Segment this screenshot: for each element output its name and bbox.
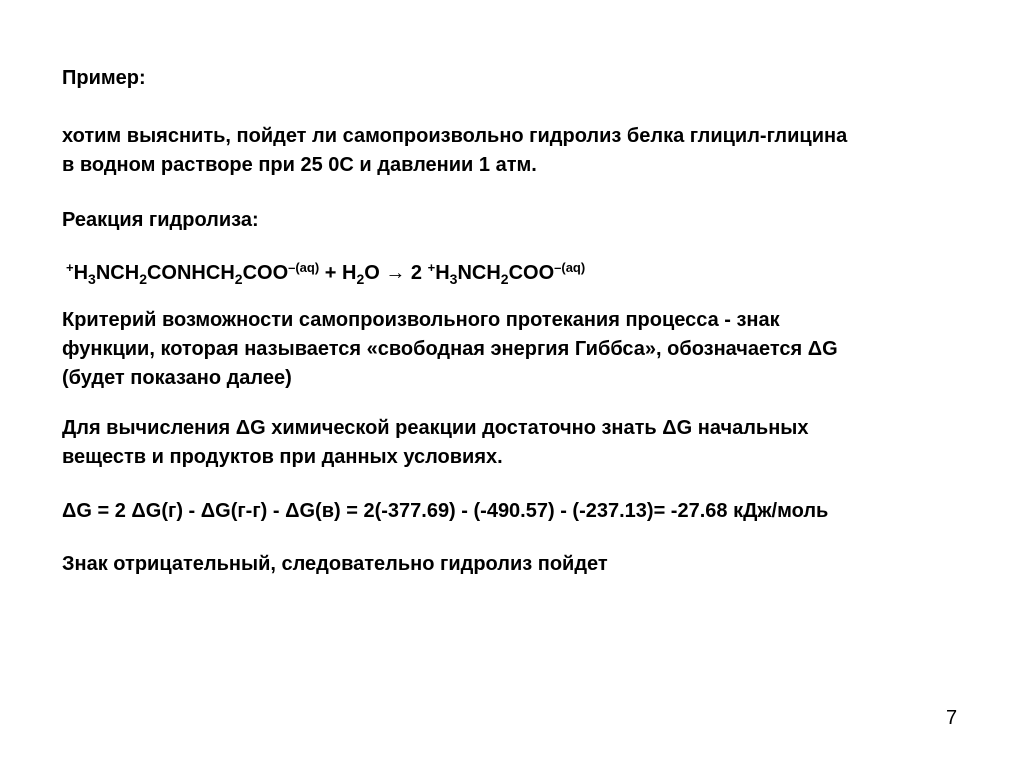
rhs-sub-b: 2 — [500, 271, 509, 287]
criterion-line-3: (будет показано далее) — [62, 367, 292, 389]
water-o: O — [364, 262, 380, 284]
reaction-arrow: → 2 — [379, 262, 428, 284]
lhs-part-c: CONHCH — [146, 262, 235, 284]
rhs-part-a: H — [435, 262, 450, 284]
intro-line-1: хотим выяснить, пойдет ли самопроизвольно гидролиз белка глицил-глицина — [62, 125, 848, 147]
reaction-label-text: Реакция гидролиза: — [62, 209, 259, 231]
rhs-part-b: NCH — [457, 262, 501, 284]
calc-note-line-2: веществ и продуктов при данных условиях. — [62, 446, 503, 468]
lhs-charge: + — [66, 260, 74, 275]
intro-line-2: в водном растворе при 25 0С и давлении 1 атм. — [62, 154, 537, 176]
formula-text: ΔG = 2 ΔG(г) - ΔG(г-г) - ΔG(в) = 2(-377.69) - (-490.57) - (-237.13)= -27.68 кДж/моль — [62, 500, 829, 522]
rhs-charge: + — [427, 260, 436, 275]
conclusion — [62, 550, 962, 579]
slide-title — [62, 64, 962, 93]
criterion-line-1: Критерий возможности самопроизвольного протекания процесса - знак — [62, 309, 780, 331]
lhs-sub-a: 3 — [88, 271, 96, 287]
title-text: Пример: — [62, 67, 146, 89]
reaction-label — [62, 206, 962, 235]
lhs-part-d: COO — [242, 262, 289, 284]
calc-note-line-1: Для вычисления ΔG химической реакции достаточно знать ΔG начальных — [62, 417, 809, 439]
conclusion-text: Знак отрицательный, следовательно гидролиз пойдет — [62, 553, 608, 575]
lhs-part-b: NCH — [95, 262, 140, 284]
criterion-paragraph — [62, 306, 962, 393]
rhs-state: –(aq) — [554, 260, 586, 275]
lhs-part-a: H — [73, 262, 89, 284]
rhs-sub-a: 3 — [449, 271, 458, 287]
plus-water: + H — [319, 262, 357, 284]
lhs-sub-b: 2 — [139, 271, 147, 287]
gibbs-formula — [62, 497, 962, 526]
calculation-note — [62, 414, 962, 472]
intro-paragraph — [62, 122, 962, 180]
rhs-part-c: COO — [508, 262, 555, 284]
water-sub: 2 — [356, 271, 365, 287]
page-number: 7 — [946, 707, 958, 729]
lhs-state: –(aq) — [288, 260, 320, 275]
hydrolysis-equation — [66, 259, 966, 288]
lhs-sub-c: 2 — [234, 271, 243, 287]
criterion-line-2: функции, которая называется «свободная энергия Гиббса», обозначается ΔG — [62, 338, 838, 360]
equation-line — [66, 259, 966, 288]
